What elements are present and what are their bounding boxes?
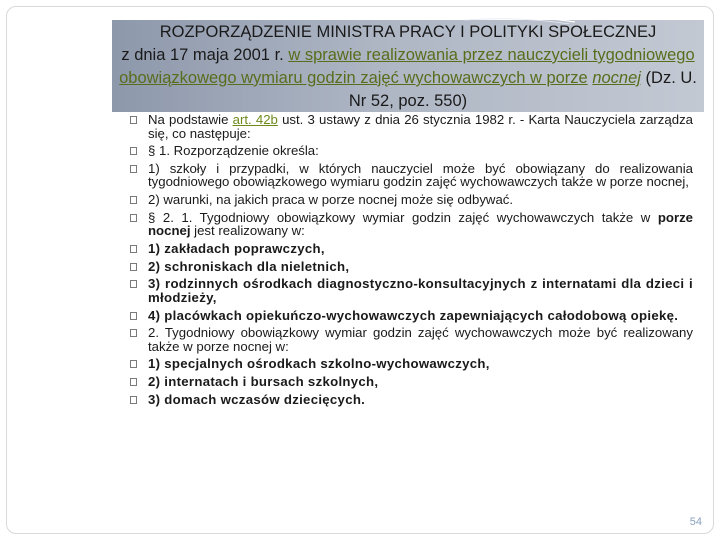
title-date: z dnia 17 maja 2001 r. [121, 46, 284, 64]
slide-title [112, 21, 704, 113]
article-link[interactable]: art. 42b [232, 112, 278, 127]
list-item: 2) internatach i bursach szkolnych, [130, 375, 693, 389]
list-item: § 2. 1. Tygodniowy obowiązkowy wymiar godzin zajęć wychowawczych także w porze nocnej jest realizowany w: [130, 211, 693, 238]
bullet-list [130, 113, 693, 410]
list-item: 3) domach wczasów dziecięcych. [130, 393, 693, 407]
list-item: Na podstawie art. 42b ust. 3 ustawy z dnia 26 stycznia 1982 r. - Karta Nauczyciela zarządza się, co następuje: [130, 113, 693, 140]
list-item: 1) specjalnych ośrodkach szkolno-wychowawczych, [130, 357, 693, 371]
title-citation: (Dz. U. Nr 52, poz. 550) [348, 69, 697, 110]
list-item: 1) szkoły i przypadki, w których nauczyciel może być obowiązany do realizowania tygodniowego obowiązkowego wymiaru godzin zajęć wychowawczych także w porze nocnej, [130, 162, 693, 189]
list-item: § 1. Rozporządzenie określa: [130, 144, 693, 158]
title-regulation-link-italic[interactable]: nocnej [592, 69, 641, 87]
page-number: 54 [689, 516, 702, 528]
list-item: 2) schroniskach dla nieletnich, [130, 260, 693, 274]
list-item: 2. Tygodniowy obowiązkowy wymiar godzin zajęć wychowawczych może być realizowany także w porze nocnej w: [130, 326, 693, 353]
title-regulation-link[interactable]: w sprawie realizowania przez nauczycieli tygodniowego obowiązkowego wymiaru godzin zajęć wychowawczych w porze [119, 46, 695, 87]
emphasis-porze-nocnej: porze nocnej [148, 209, 694, 239]
list-item: 1) zakładach poprawczych, [130, 242, 693, 256]
list-item: 3) rodzinnych ośrodkach diagnostyczno-konsultacyjnych z internatami dla dzieci i młodzieży, [130, 277, 693, 304]
list-item: 2) warunki, na jakich praca w porze nocnej może się odbywać. [130, 193, 693, 207]
title-line-1: ROZPORZĄDZENIE MINISTRA PRACY I POLITYKI SPOŁECZNEJ [159, 23, 657, 41]
list-item: 4) placówkach opiekuńczo-wychowawczych zapewniających całodobową opiekę. [130, 309, 693, 323]
